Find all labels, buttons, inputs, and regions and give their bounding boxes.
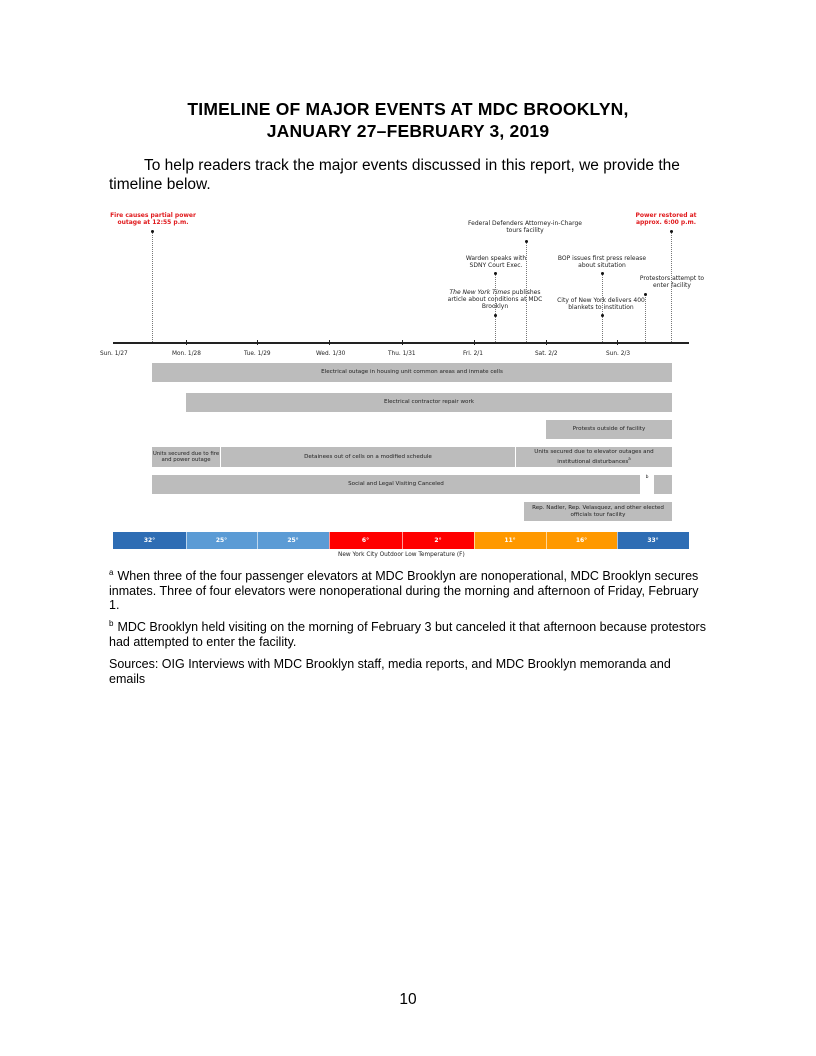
sources-note: Sources: OIG Interviews with MDC Brooklyn staff, media reports, and MDC Brooklyn memoranda and emails [109,657,671,686]
event-city-blankets: City of New York delivers 400 blankets to institution [557,297,645,312]
visiting-footnote-marker: b [641,475,653,494]
bar-units-secured-fire: Units secured due to fire and power outage [152,447,220,467]
bar-electrical-outage: Electrical outage in housing unit common areas and inmate cells [152,363,672,382]
bar-protests: Protests outside of facility [546,420,672,439]
event-warden-call: Warden speaks with SDNY Court Exec. [465,255,527,270]
temperature-caption: New York City Outdoor Low Temperature (F) [338,552,465,558]
temp-divider [474,532,475,549]
day-label: Tue. 1/29 [244,351,271,357]
event-dot [670,230,673,233]
temp-divider [186,532,187,549]
event-dot [601,272,604,275]
day-label: Sat. 2/2 [535,351,558,357]
bar-contractor-repair: Electrical contractor repair work [186,393,672,412]
event-bop-press-release: BOP issues first press release about situtation [557,255,647,270]
event-federal-defenders: Federal Defenders Attorney-in-Charge tours facility [468,220,582,235]
temp-cell-tue-1-29: 25° [257,532,329,549]
temp-cell-mon-1-28: 25° [186,532,257,549]
day-label: Sun. 1/27 [100,351,128,357]
axis-tick [617,340,618,345]
connector-protestors [645,294,646,342]
temp-cell-wed-1-30: 6° [329,532,402,549]
page-title-line-2: JANUARY 27–FEBRUARY 3, 2019 [266,121,550,141]
event-protestors: Protestors attempt to enter facility [639,275,705,290]
bar-units-secured-elevator: Units secured due to elevator outages and institutional disturbances$^a$ [516,447,672,467]
temp-divider [546,532,547,549]
axis-tick [257,340,258,345]
connector-power-restored [671,231,672,342]
bar-visiting-canceled: Social and Legal Visiting Canceled [152,475,640,494]
temp-cell-thu-1-31: 2° [402,532,474,549]
axis-tick [329,340,330,345]
event-power-restored: Power restored at approx. 6:00 p.m. [635,212,697,227]
page-number: 10 [399,991,417,1008]
bar-visiting-canceled-resumed [654,475,672,494]
event-dot [525,240,528,243]
axis-tick [546,340,547,345]
temp-cell-sat-2-2: 16° [546,532,617,549]
day-label: Mon. 1/28 [172,351,201,357]
connector-warden [495,273,496,342]
temp-divider [617,532,618,549]
event-dot [601,314,604,317]
footnote-b: $^b$ MDC Brooklyn held visiting on the morning of February 3 but canceled it that afternoon because protestors had attempted to enter the facility. [109,618,706,649]
timeline-axis [113,342,689,344]
connector-bop [602,273,603,342]
temp-divider [329,532,330,549]
temp-cell-fri-2-1: 11° [474,532,546,549]
day-label: Thu. 1/31 [388,351,416,357]
event-dot [151,230,154,233]
event-dot [494,314,497,317]
bar-elected-officials-tour: Rep. Nadler, Rep. Velasquez, and other elected officials tour facility [524,502,672,521]
temp-cell-sun-2-3: 33° [617,532,689,549]
event-dot [494,272,497,275]
page-title-line-1: TIMELINE OF MAJOR EVENTS AT MDC BROOKLYN, [187,99,629,119]
event-fire-outage: Fire causes partial power outage at 12:55 p.m. [110,212,196,227]
temp-divider [402,532,403,549]
event-dot [644,293,647,296]
day-label: Sun. 2/3 [606,351,631,357]
bar-detainees-modified-schedule: Detainees out of cells on a modified schedule [221,447,515,467]
connector-fire [152,231,153,342]
axis-tick [186,340,187,345]
axis-tick [402,340,403,345]
day-label: Wed. 1/30 [316,351,346,357]
footnote-a: $^a$ When three of the four passenger elevators at MDC Brooklyn are nonoperational, MDC Brooklyn secures inmates. Three of four elevators were nonoperational during the morning and afternoon of Friday, February 1. [109,567,699,612]
connector-federal-defenders [526,241,527,342]
day-label: Fri. 2/1 [463,351,483,357]
temp-divider [257,532,258,549]
temp-cell-sun-1-27: 32° [113,532,186,549]
axis-tick [474,340,475,345]
event-nyt-article: The New York Times publishes article about conditions at MDC Brooklyn [447,289,543,311]
intro-paragraph: To help readers track the major events discussed in this report, we provide the timeline below. [109,157,680,193]
